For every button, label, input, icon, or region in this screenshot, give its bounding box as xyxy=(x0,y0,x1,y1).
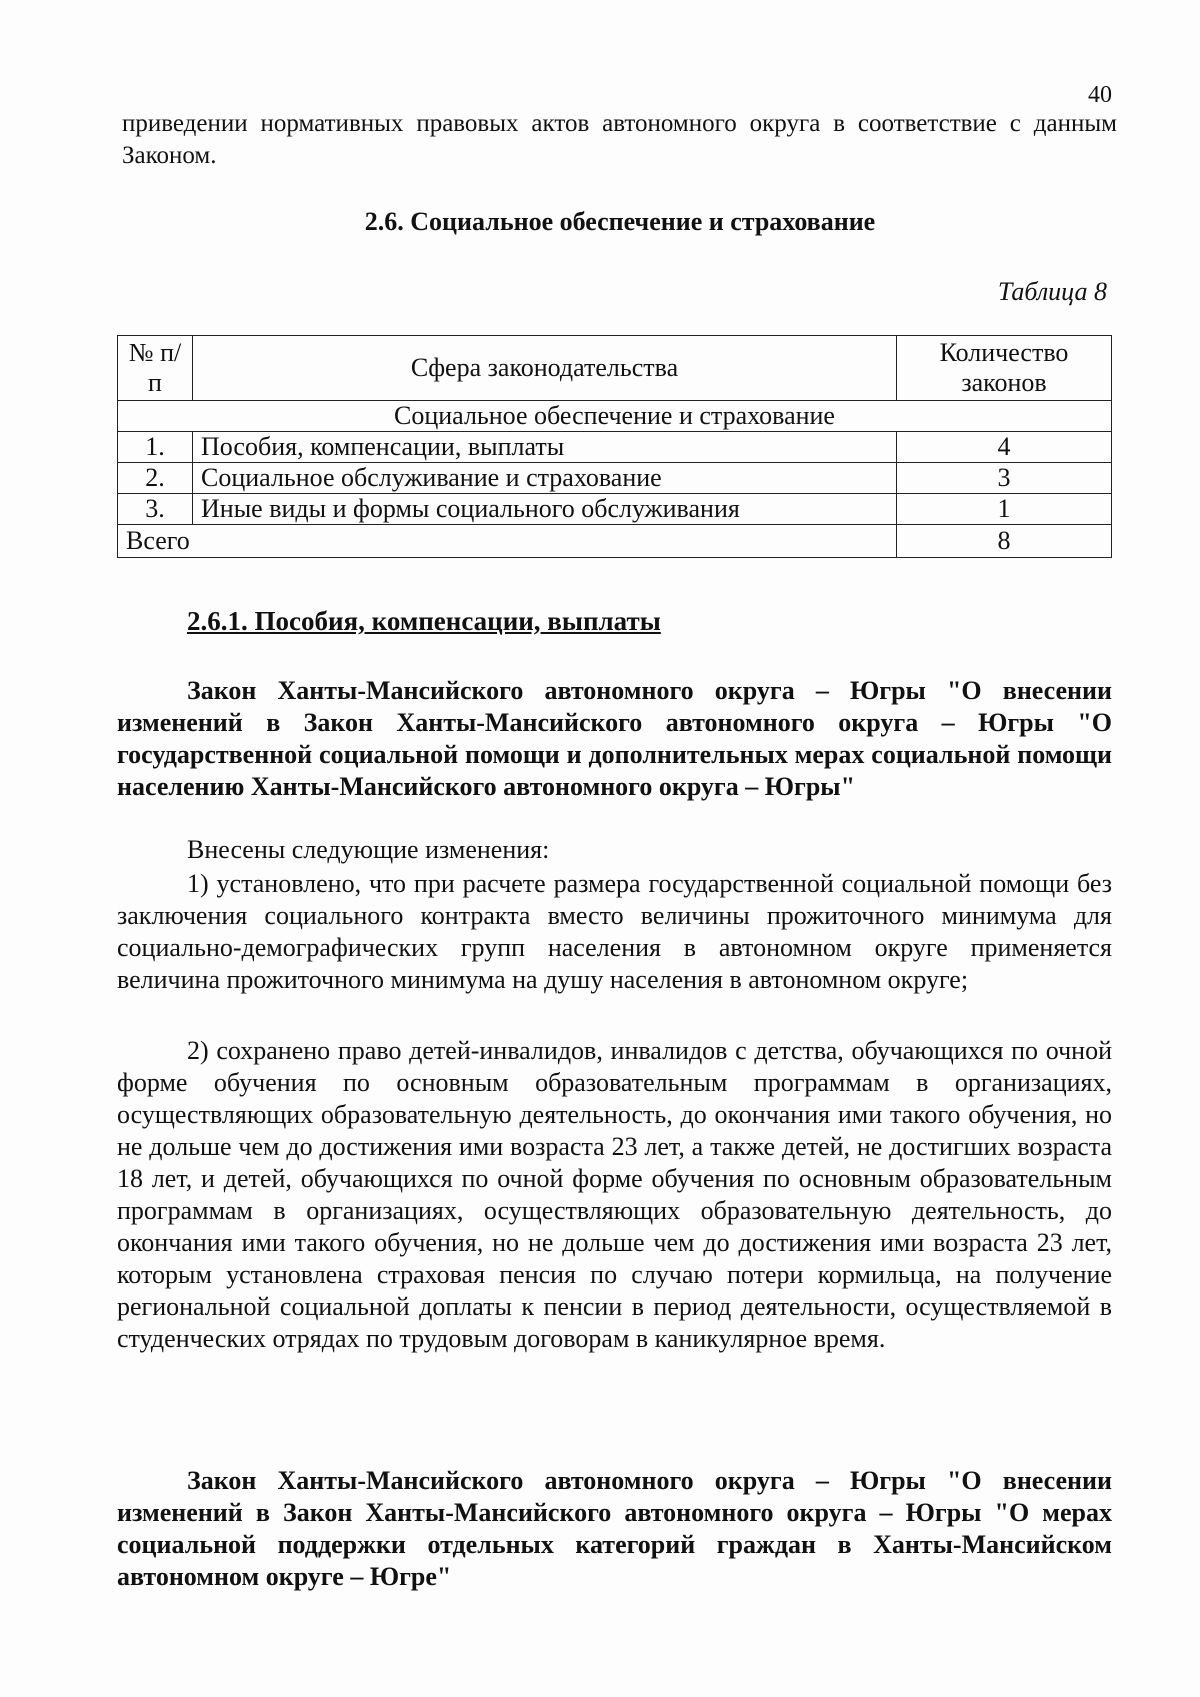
laws-table xyxy=(117,335,1112,558)
subsection-heading: 2.6.1. Пособия, компенсации, выплаты xyxy=(187,606,661,636)
header-quantity: Количество законов xyxy=(897,336,1112,401)
group-label: Социальное обеспечение и страхование xyxy=(118,401,1112,432)
row-quantity: 1 xyxy=(897,494,1112,525)
row-quantity: 3 xyxy=(897,463,1112,494)
section-heading: 2.6. Социальное обеспечение и страхование xyxy=(364,207,876,236)
total-value: 8 xyxy=(897,525,1112,558)
changes-intro: Внесены следующие изменения: xyxy=(187,835,550,864)
law-title-2: Закон Ханты-Мансийского автономного округа – Югры "О внесении изменений в Закон Ханты-Мансийского автономного округа – Югры "О мерах социальной поддержки отдельных категорий граждан в Ханты-Мансийском автономном округе – Югре" xyxy=(117,1466,1112,1591)
header-number: № п/п xyxy=(118,336,193,401)
table-row xyxy=(118,432,1112,463)
table-row xyxy=(118,494,1112,525)
total-label: Всего xyxy=(118,525,897,558)
change-item-2: 2) сохранено право детей-инвалидов, инвалидов с детства, обучающихся по очной форме обучения по основным образовательным программам в организациях, осуществляющих образовательную деятельность, до окончания ими такого обучения, но не дольше чем до достижения ими возраста 23 лет, а также детей, не достигших возраста 18 лет, и детей, обучающихся по очной форме обучения по основным образовательным программам в организациях, осуществляющих образовательную деятельность, до окончания ими такого обучения, но не дольше чем до достижения ими возраста 23 лет, которым установлена страховая пенсия по случаю потери кормильца, на получение региональной социальной доплаты к пенсии в период деятельности, осуществляемой в студенческих отрядах по трудовым договорам в каникулярное время. xyxy=(117,1036,1112,1353)
row-sphere: Иные виды и формы социального обслуживания xyxy=(193,494,897,525)
row-quantity: 4 xyxy=(897,432,1112,463)
row-number: 3. xyxy=(118,494,193,525)
row-sphere: Социальное обслуживание и страхование xyxy=(193,463,897,494)
intro-paragraph: приведении нормативных правовых актов автономного округа в соответствие с данным Законом. xyxy=(122,110,1117,169)
row-number: 1. xyxy=(118,432,193,463)
table-total-row xyxy=(118,525,1112,558)
law-title-1: Закон Ханты-Мансийского автономного округа – Югры "О внесении изменений в Закон Ханты-Мансийского автономного округа – Югры "О государственной социальной помощи и дополнительных мерах социальной помощи населению Ханты-Мансийского автономного округа – Югры" xyxy=(117,676,1112,801)
row-number: 2. xyxy=(118,463,193,494)
table-header-row xyxy=(118,336,1112,401)
table-caption: Таблица 8 xyxy=(997,277,1107,306)
table-row xyxy=(118,463,1112,494)
table-group-row xyxy=(118,401,1112,432)
change-item-1: 1) установлено, что при расчете размера государственной социальной помощи без заключения социального контракта вместо величины прожиточного минимума для социально-демографических групп населения в автономном округе применяется величина прожиточного минимума на душу населения в автономном округе; xyxy=(117,869,1112,994)
row-sphere: Пособия, компенсации, выплаты xyxy=(193,432,897,463)
header-sphere: Сфера законодательства xyxy=(193,336,897,401)
page-number: 40 xyxy=(1088,82,1112,108)
